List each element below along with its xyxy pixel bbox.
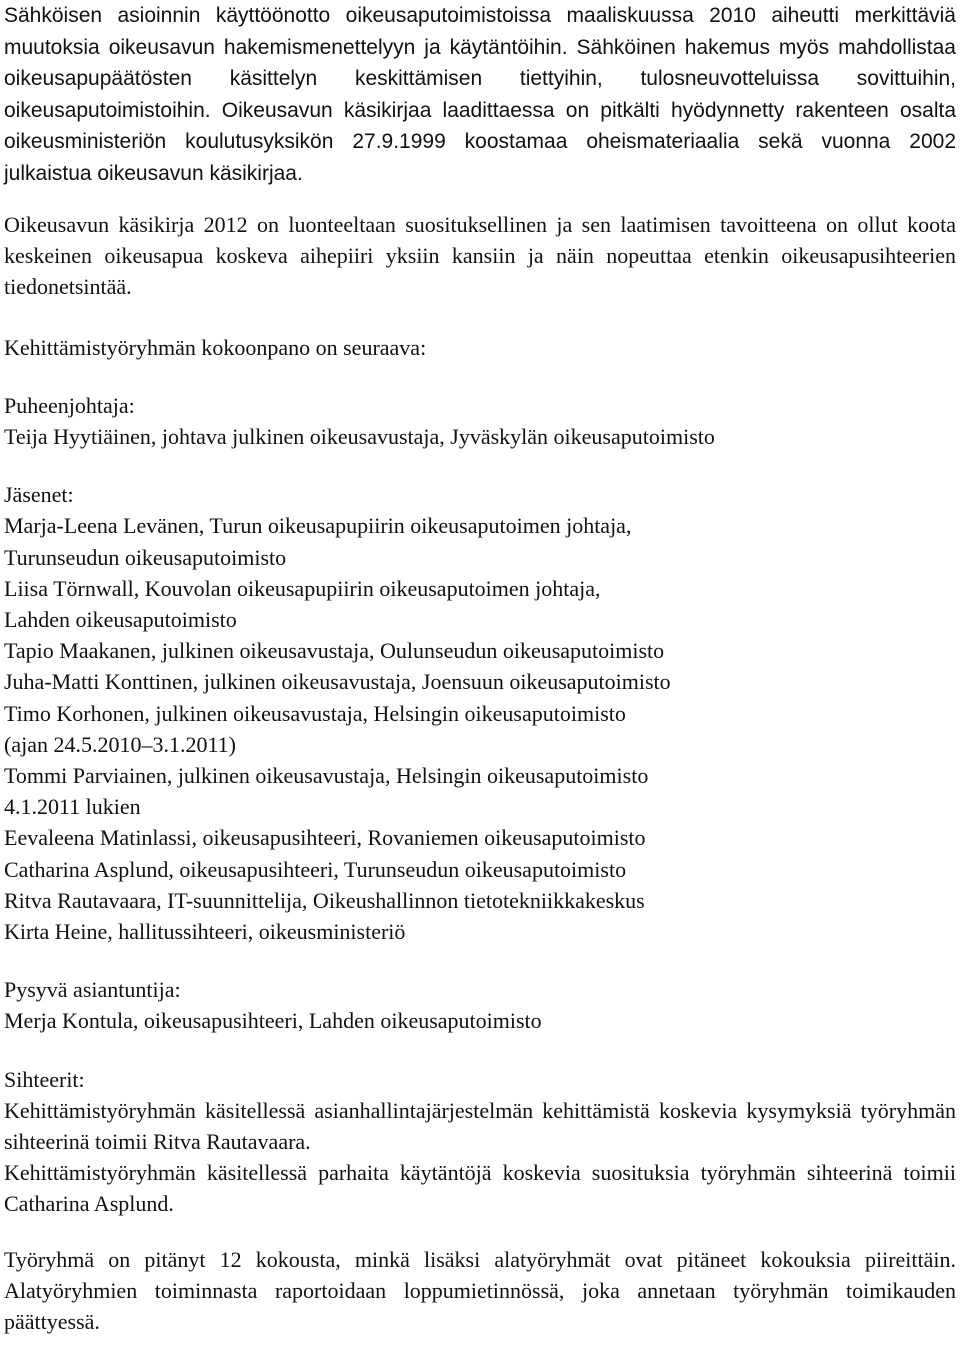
intro-paragraph: Sähköisen asioinnin käyttöönotto oikeusaputoimistoissa maaliskuussa 2010 aiheutti merkittäviä muutoksia oikeusavun hakemismenettelyyn ja käytäntöihin. Sähköinen hakemus myös mahdollistaa oikeusapupäätösten käsittelyn keskittämisen tiettyihin, tulosneuvotteluissa sovittuihin, oikeusaputoimistoihin. Oikeusavun käsikirjaa laadittaessa on pitkälti hyödynnetty rakenteen osalta oikeusministeriön koulutusyksikön 27.9.1999 koostamaa oheismateriaalia sekä vuonna 2002 julkaistua oikeusavun käsikirjaa. xyxy=(4,4,956,185)
secretary-paragraph-1: Kehittämistyöryhmän käsitellessä asianhallintajärjestelmän kehittämistä koskevia kysymyksiä työryhmän sihteerinä toimii Ritva Rautavaara. xyxy=(4,1097,956,1155)
member-line: Liisa Törnwall, Kouvolan oikeusapupiirin oikeusaputoimen johtaja, xyxy=(4,575,601,601)
member-line: 4.1.2011 lukien xyxy=(4,794,141,820)
member-line: Timo Korhonen, julkinen oikeusavustaja, Helsingin oikeusaputoimisto xyxy=(4,700,626,726)
members-label: Jäsenet: xyxy=(4,482,74,508)
member-line: (ajan 24.5.2010–3.1.2011) xyxy=(4,731,236,757)
secretaries-label: Sihteerit: xyxy=(4,1066,85,1092)
member-line: Marja-Leena Levänen, Turun oikeusapupiirin oikeusaputoimen johtaja, xyxy=(4,513,632,539)
member-line: Turunseudun oikeusaputoimisto xyxy=(4,544,287,570)
expert-section xyxy=(4,974,956,1036)
member-line: Tommi Parviainen, julkinen oikeusavustaja, Helsingin oikeusaputoimisto xyxy=(4,763,649,789)
member-line: Ritva Rautavaara, IT-suunnittelija, Oikeushallinnon tietotekniikkakeskus xyxy=(4,887,645,913)
member-line: Juha-Matti Konttinen, julkinen oikeusavustaja, Joensuun oikeusaputoimisto xyxy=(4,669,671,695)
closing-paragraph: Työryhmä on pitänyt 12 kokousta, minkä lisäksi alatyöryhmät ovat pitäneet kokouksia piireittäin. Alatyöryhmien toiminnasta raportoidaan loppumietinnössä, joka annetaan työryhmän toimikauden päättyessä. xyxy=(4,1246,956,1335)
secretaries-section xyxy=(4,1064,956,1220)
document-page xyxy=(4,0,956,1337)
member-line: Lahden oikeusaputoimisto xyxy=(4,607,237,633)
expert-member: Merja Kontula, oikeusapusihteeri, Lahden oikeusaputoimisto xyxy=(4,1008,542,1034)
composition-heading: Kehittämistyöryhmän kokoonpano on seuraava: xyxy=(4,334,427,360)
chair-section xyxy=(4,390,956,452)
member-line: Eevaleena Matinlassi, oikeusapusihteeri, Rovaniemen oikeusaputoimisto xyxy=(4,825,646,851)
chair-member: Teija Hyytiäinen, johtava julkinen oikeusavustaja, Jyväskylän oikeusaputoimisto xyxy=(4,424,715,450)
chair-label: Puheenjohtaja: xyxy=(4,392,135,418)
members-section xyxy=(4,479,956,947)
purpose-paragraph: Oikeusavun käsikirja 2012 on luonteeltaan suosituksellinen ja sen laatimisen tavoitteena on ollut koota keskeinen oikeusapua koskeva aihepiiri yksiin kansiin ja näin nopeuttaa etenkin oikeusapusihteerien tiedonetsintää. xyxy=(4,212,956,300)
member-line: Catharina Asplund, oikeusapusihteeri, Turunseudun oikeusaputoimisto xyxy=(4,856,627,882)
expert-label: Pysyvä asiantuntija: xyxy=(4,977,181,1003)
secretary-paragraph-2: Kehittämistyöryhmän käsitellessä parhaita käytäntöjä koskevia suosituksia työryhmän sihteerinä toimii Catharina Asplund. xyxy=(4,1160,956,1217)
member-line: Kirta Heine, hallitussihteeri, oikeusministeriö xyxy=(4,919,406,945)
member-line: Tapio Maakanen, julkinen oikeusavustaja, Oulunseudun oikeusaputoimisto xyxy=(4,638,665,664)
